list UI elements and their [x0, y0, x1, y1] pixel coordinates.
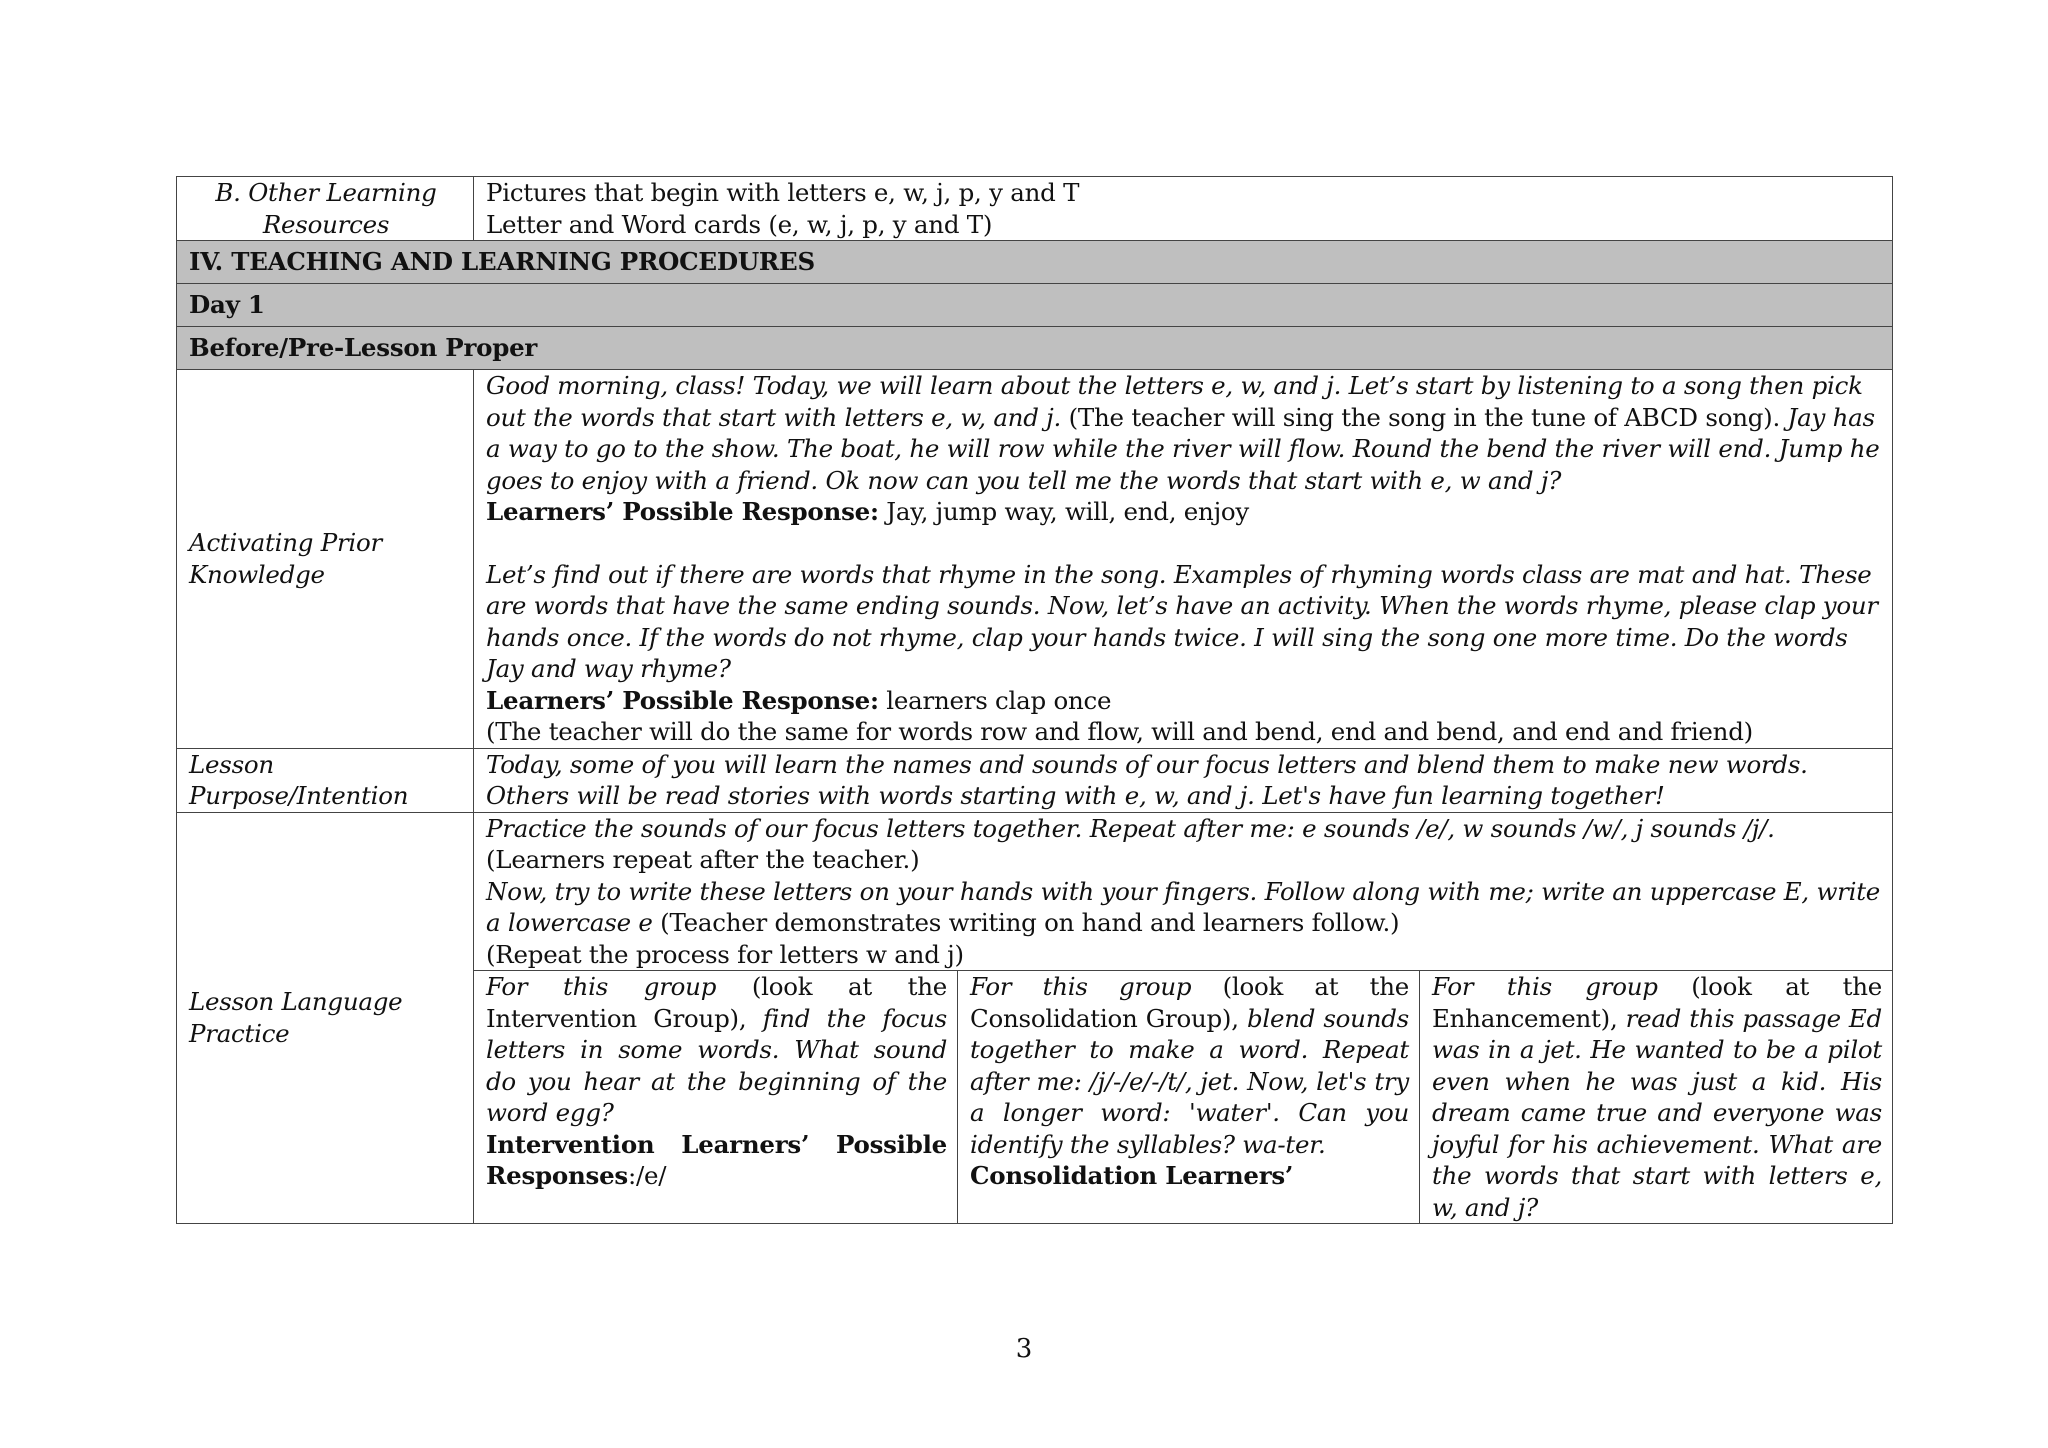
practice-line-1: Practice the sounds of our focus letters together. Repeat after me: e sounds /e/, w sounds /w/, j sounds /j/.: [486, 813, 1775, 843]
page-number: 3: [1015, 1334, 1033, 1364]
practice-label: Lesson Language Practice: [177, 812, 474, 1224]
practice-row: [177, 812, 1893, 971]
purpose-content: Today, some of you will learn the names and sounds of our focus letters and blend them to make new words. Others will be read stories with words starting with e, w, and j. Let's have fun learning together!: [474, 748, 1893, 812]
phase-title: Before/Pre-Lesson Proper: [177, 327, 1893, 370]
resources-line-2: Letter and Word cards (e, w, j, p, y and T): [486, 209, 993, 239]
paragraph-gap: [486, 528, 1882, 559]
activating-response-1: Learners’ Possible Response: Jay, jump way, will, end, enjoy: [486, 497, 1250, 526]
practice-line-2: (Learners repeat after the teacher.): [486, 845, 920, 874]
activating-row: [177, 370, 1893, 749]
day-header-row: [177, 284, 1893, 327]
section-title: IV. TEACHING AND LEARNING PROCEDURES: [177, 241, 1893, 284]
group-consolidation-response: Consolidation Learners’: [970, 1161, 1294, 1190]
activating-paragraph-2: Let’s find out if there are words that rhyme in the song. Examples of rhyming words class are mat and hat. These are words that have the same ending sounds. Now, let’s have an activity. When the words rhyme, please clap your hands once. If the words do not rhyme, clap your hands twice. I will sing the song one more time. Do the words Jay and way rhyme?: [486, 559, 1878, 683]
activating-label: Activating Prior Knowledge: [177, 370, 474, 749]
lesson-plan-table: [176, 176, 1893, 1224]
activating-note: (The teacher will do the same for words row and flow, will and bend, end and bend, and end and friend): [486, 717, 1753, 746]
resources-row: [177, 177, 1893, 241]
group-intervention: For this group (look at the Intervention Group), find the focus letters in some words. What sound do you hear at the beginning of the word egg? Intervention Learners’ Possible Responses:/e/: [474, 971, 958, 1224]
practice-line-4: (Repeat the process for letters w and j): [486, 939, 964, 969]
activating-content: [474, 370, 1893, 749]
purpose-row: [177, 748, 1893, 812]
purpose-label: Lesson Purpose/Intention: [177, 748, 474, 812]
group-enhancement: For this group (look at the Enhancement), read this passage Ed was in a jet. He wanted to be a pilot even when he was just a kid. His dream came true and everyone was joyful for his achievement. What are the words that start with letters e, w, and j?: [1420, 971, 1893, 1224]
phase-header-row: [177, 327, 1893, 370]
practice-line-3: Now, try to write these letters on your hands with your fingers. Follow along with me; write an uppercase E, write a lowercase e (Teacher demonstrates writing on hand and learners follow.): [486, 876, 1881, 937]
group-consolidation: For this group (look at the Consolidation Group), blend sounds together to make a word. Repeat after me: /j/-/e/-/t/, jet. Now, let's try a longer word: 'water'. Can you identify the syllables? wa-ter. Consolidation Learners’: [958, 971, 1420, 1224]
resources-label: B. Other Learning Resources: [177, 177, 474, 241]
group-intervention-response: Intervention Learners’ Possible Responses:/e/: [486, 1129, 947, 1190]
section-header-row: [177, 241, 1893, 284]
day-title: Day 1: [177, 284, 1893, 327]
resources-line-1: Pictures that begin with letters e, w, j, p, y and T: [486, 178, 1080, 207]
practice-content: [474, 812, 1893, 971]
resources-content: [474, 177, 1893, 241]
activating-paragraph-1: Good morning, class! Today, we will learn about the letters e, w, and j. Let’s start by listening to a song then pick out the words that start with letters e, w, and j. (The teacher will sing the song in the tune of ABCD song). Jay has a way to go to the show. The boat, he will row while the river will flow. Round the bend the river will end. Jump he goes to enjoy with a friend. Ok now can you tell me the words that start with e, w and j?: [486, 371, 1880, 495]
activating-response-2: Learners’ Possible Response: learners clap once: [486, 685, 1112, 715]
